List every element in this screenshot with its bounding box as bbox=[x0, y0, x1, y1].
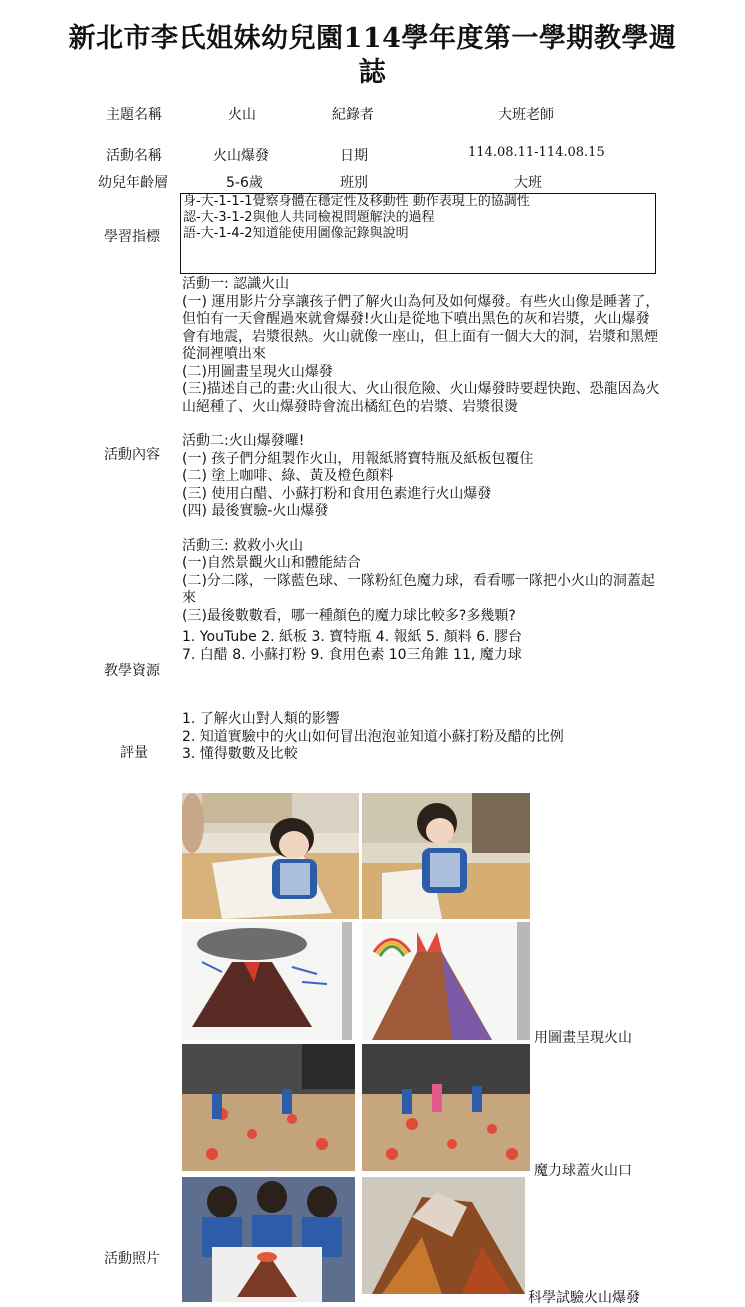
activity1-item: (一) 運用影片分享讓孩子們了解火山為何及如何爆發。有些火山像是睡著了，但怕有一天會醒過來就會爆發!火山是從地下噴出黑色的灰和岩漿，火山爆發會有地震，岩漿很熱。火山就像一座山，但上面有一個大大的洞，岩漿和黑煙從洞裡噴出來 bbox=[182, 293, 660, 362]
age-value: 5-6歲 bbox=[226, 175, 263, 191]
caption-experiment: 科學試驗火山爆發 bbox=[528, 1290, 640, 1306]
recorder-label: 紀錄者 bbox=[332, 107, 374, 123]
indicators-label: 學習指標 bbox=[104, 229, 160, 245]
photo-child-drawing-2 bbox=[362, 793, 530, 919]
resources-label: 教學資源 bbox=[104, 663, 160, 679]
indicator-line: 身-大-1-1-1覺察身體在穩定性及移動性 動作表現上的協調性 bbox=[183, 194, 530, 209]
caption-drawing: 用圖畫呈現火山 bbox=[534, 1030, 632, 1046]
activity1-item: (二)用圖畫呈現火山爆發 bbox=[182, 363, 333, 380]
activity2-item: (三) 使用白醋、小蘇打粉和食用色素進行火山爆發 bbox=[182, 485, 492, 502]
activity3-item: (二)分二隊，一隊藍色球、一隊粉紅色魔力球，看看哪一隊把小火山的洞蓋起來 bbox=[182, 572, 655, 606]
activity2-item: (二) 塗上咖啡、綠、黃及橙色顏料 bbox=[182, 468, 394, 484]
page-title: 新北市李氏姐妹幼兒園114學年度第一學期教學週誌 bbox=[68, 23, 677, 88]
evaluation-label: 評量 bbox=[120, 745, 148, 761]
resources-list bbox=[182, 629, 662, 664]
activity2-title: 活動二:火山爆發囉! bbox=[182, 433, 305, 449]
photo-ball-game-2 bbox=[362, 1044, 530, 1171]
resources-line: 1. YouTube 2. 紙板 3. 寶特瓶 4. 報紙 5. 顏料 6. 膠台 bbox=[182, 629, 523, 645]
resources-line: 7. 白醋 8. 小蘇打粉 9. 食用色素 10三角錐 11, 魔力球 bbox=[182, 646, 522, 663]
class-value: 大班 bbox=[514, 175, 542, 191]
activity3-title: 活動三: 救救小火山 bbox=[182, 537, 304, 554]
photos-label: 活動照片 bbox=[104, 1251, 160, 1267]
activity-name-label: 活動名稱 bbox=[106, 148, 162, 164]
indicator-line: 語-大-1-4-2知道能使用圖像記錄與說明 bbox=[183, 226, 409, 241]
evaluation-list bbox=[182, 711, 662, 764]
activity2-item: (一) 孩子們分組製作火山，用報紙將寶特瓶及紙板包覆住 bbox=[182, 450, 534, 467]
class-label: 班別 bbox=[340, 175, 368, 191]
date-value: 114.08.11-114.08.15 bbox=[468, 145, 605, 160]
activity2-item: (四) 最後實驗-火山爆發 bbox=[182, 503, 329, 519]
recorder-value: 大班老師 bbox=[498, 107, 554, 123]
date-label: 日期 bbox=[340, 148, 368, 164]
evaluation-line: 2. 知道實驗中的火山如何冒出泡泡並知道小蘇打粉及醋的比例 bbox=[182, 728, 564, 745]
photo-experiment-2 bbox=[362, 1177, 525, 1294]
indicators-box bbox=[180, 193, 656, 274]
theme-label: 主題名稱 bbox=[106, 107, 162, 123]
age-label: 幼兒年齡層 bbox=[98, 175, 168, 191]
content-label: 活動內容 bbox=[104, 447, 160, 463]
photo-ball-game-1 bbox=[182, 1044, 355, 1171]
theme-value: 火山 bbox=[228, 107, 256, 123]
activity1-item: (三)描述自己的畫:火山很大、火山很危險、火山爆發時要趕快跑、恐龍因為火山絕種了、火山爆發時會流出橘紅色的岩漿、岩漿很燙 bbox=[182, 381, 660, 415]
activity3-item: (三)最後數數看，哪一種顏色的魔力球比較多?多幾顆? bbox=[182, 607, 516, 624]
photo-experiment-1 bbox=[182, 1177, 355, 1302]
activity3-item: (一)自然景觀火山和體能結合 bbox=[182, 555, 361, 571]
photo-volcano-drawing-2 bbox=[362, 922, 530, 1040]
photo-child-drawing-1 bbox=[182, 793, 359, 919]
photo-volcano-drawing-1 bbox=[182, 922, 352, 1040]
activity-content bbox=[182, 276, 662, 625]
evaluation-line: 3. 懂得數數及比較 bbox=[182, 746, 298, 762]
activity1-title: 活動一: 認識火山 bbox=[182, 276, 290, 292]
activity-name-value: 火山爆發 bbox=[213, 148, 269, 164]
caption-ball-game: 魔力球蓋火山口 bbox=[534, 1163, 632, 1179]
evaluation-line: 1. 了解火山對人類的影響 bbox=[182, 711, 340, 727]
indicator-line: 認-大-3-1-2與他人共同檢視問題解決的過程 bbox=[183, 210, 435, 225]
